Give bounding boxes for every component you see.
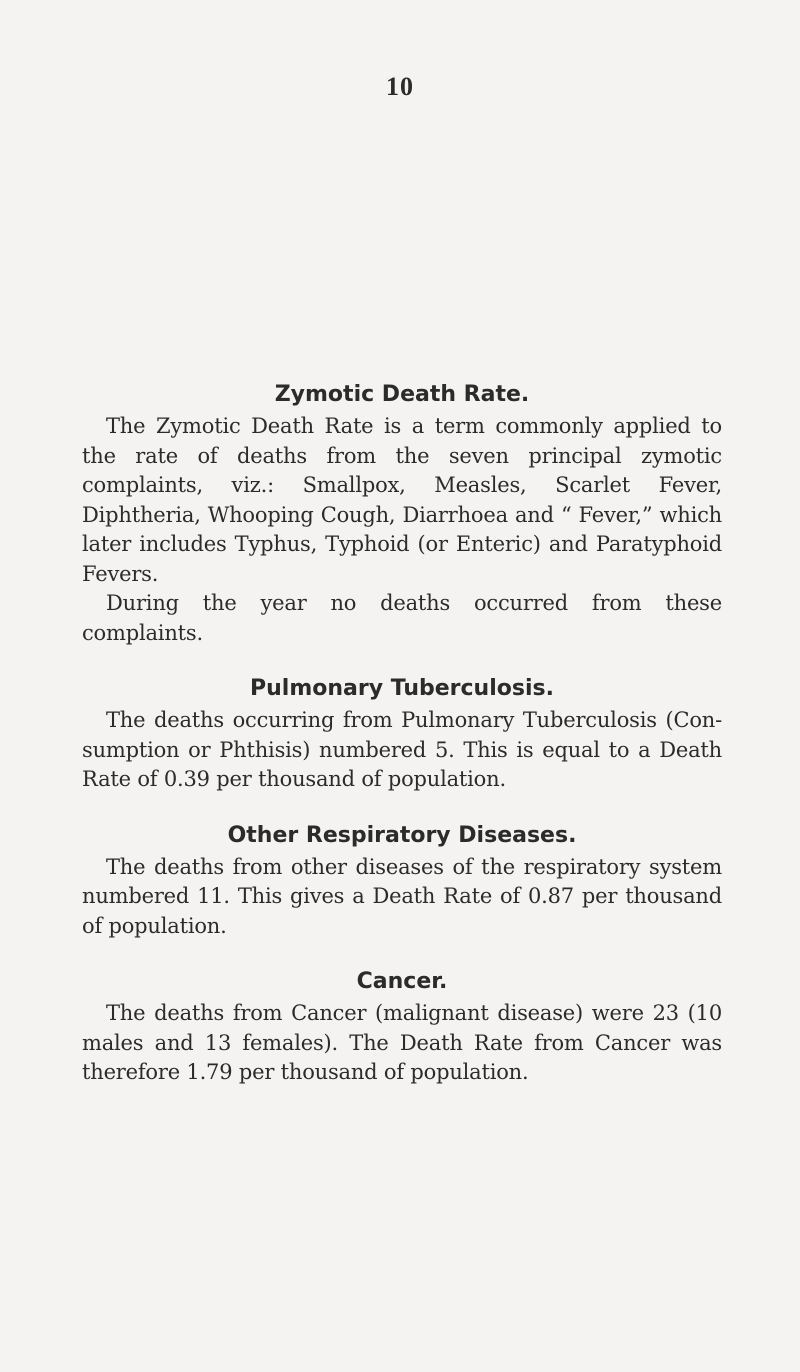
page-number: 10: [386, 72, 414, 101]
section-zymotic-death-rate: [82, 380, 722, 648]
section-pulmonary-tuberculosis: [82, 674, 722, 795]
paragraph-pulmonary-tuberculosis: The deaths occurring from Pulmonary Tuberculosis (Con- sumption or Phthisis) numbered 5. This is equal to a Death Rate of 0.39 per thousand of population.: [82, 708, 722, 791]
section-other-respiratory-diseases: [82, 821, 722, 942]
section-cancer: [82, 967, 722, 1088]
heading-other-respiratory-diseases: Other Respiratory Diseases.: [227, 822, 577, 848]
paragraph-cancer: The deaths from Cancer (malignant disease) were 23 (10 males and 13 females). The Death Rate from Cancer was therefore 1.79 per thousand of population.: [82, 1001, 722, 1084]
paragraph-zymotic-deaths: During the year no deaths occurred from these complaints.: [82, 591, 722, 645]
paragraph-zymotic-definition: The Zymotic Death Rate is a term commonly applied to the rate of deaths from the seven principal zymotic complaints, viz.: Smallpox, Measles, Scarlet Fever, Diphtheria, Whooping Cough, Diarrhoea and “ Fever,” which later includes Typhus, Typhoid (or Enteric) and Paratyphoid Fevers.: [82, 414, 722, 586]
heading-pulmonary-tuberculosis: Pulmonary Tuberculosis.: [250, 676, 554, 701]
paragraph-other-respiratory-diseases: The deaths from other diseases of the respiratory system numbered 11. This gives a Death Rate of 0.87 per thousand of population.: [82, 854, 722, 938]
heading-zymotic-death-rate: Zymotic Death Rate.: [274, 382, 530, 407]
heading-cancer: Cancer.: [356, 969, 448, 994]
page-body: [82, 380, 722, 1088]
